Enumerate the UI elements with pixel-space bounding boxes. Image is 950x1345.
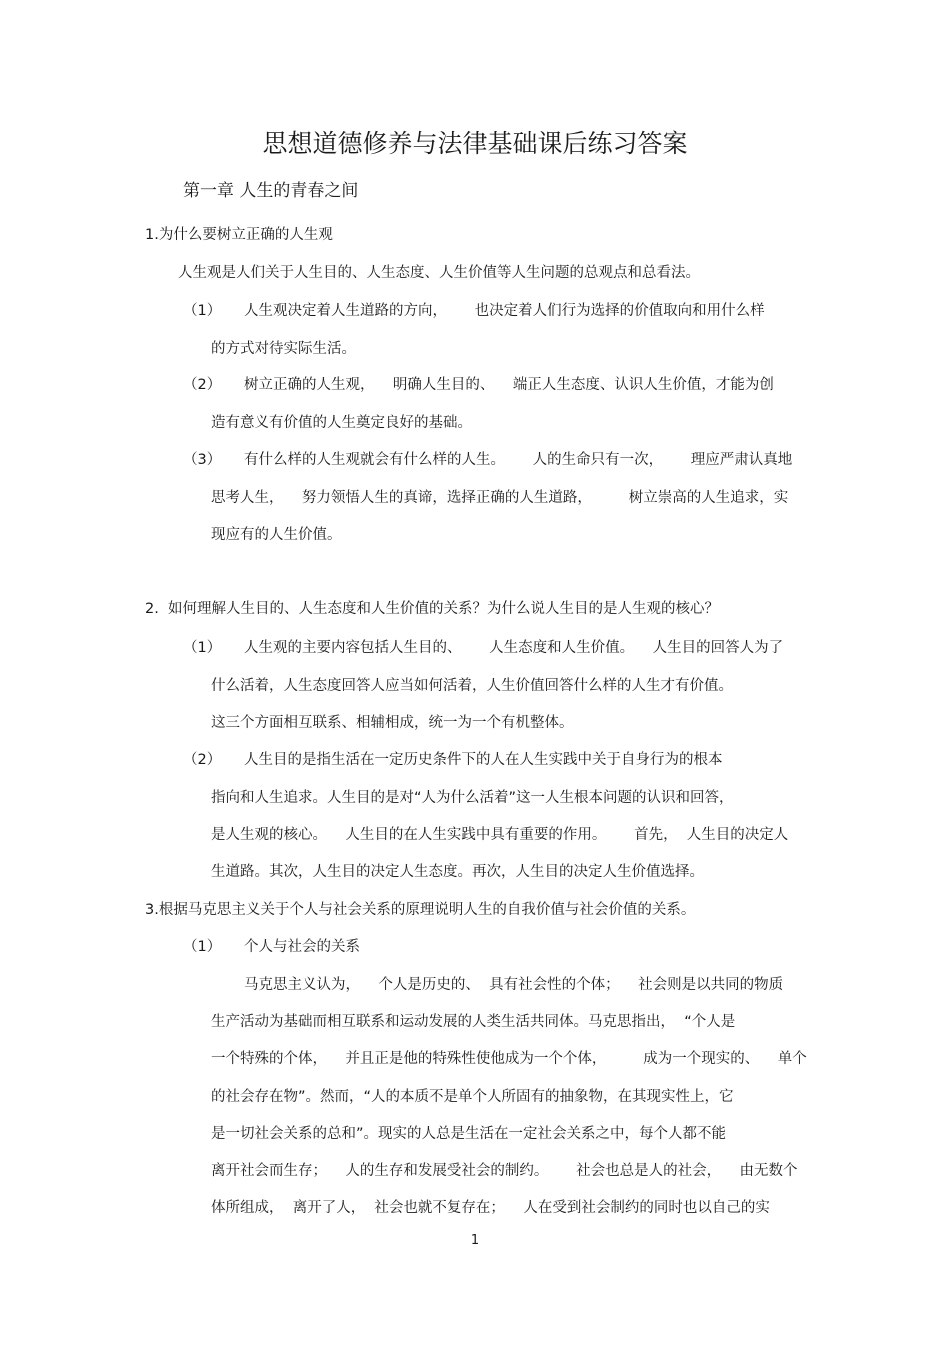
q3-item-1-line-6: 离开社会而生存； 人的生存和发展受社会的制约。 社会也总是人的社会， 由无数个: [211, 1163, 798, 1179]
document-title: 思想道德修养与法律基础课后练习答案: [262, 129, 688, 158]
question-2: 2. 如何理解人生目的、人生态度和人生价值的关系？为什么说人生目的是人生观的核心？: [145, 601, 720, 617]
q2-item-1-line-3: 这三个方面相互联系、相辅相成，统一为一个有机整体。: [211, 715, 574, 731]
q1-item-2-line-1: 树立正确的人生观， 明确人生目的、 端正人生态度、认识人生价值，才能为创: [244, 377, 774, 393]
q1-item-3-number: （3）: [183, 452, 222, 468]
q1-item-1-line-1: 人生观决定着人生道路的方向， 也决定着人们行为选择的价值取向和用什么样: [244, 303, 765, 319]
q2-item-2-line-4: 生道路。其次，人生目的决定人生态度。再次，人生目的决定人生价值选择。: [211, 864, 704, 880]
q3-item-1-heading: 个人与社会的关系: [244, 939, 360, 955]
q1-item-3-line-2: 思考人生， 努力领悟人生的真谛，选择正确的人生道路， 树立崇高的人生追求，实: [211, 490, 789, 506]
q3-item-1-line-2: 生产活动为基础而相互联系和运动发展的人类生活共同体。马克思指出， “个人是: [211, 1014, 736, 1030]
q3-item-1-line-1: 马克思主义认为， 个人是历史的、 具有社会性的个体； 社会则是以共同的物质: [244, 977, 784, 993]
question-1: 1.为什么要树立正确的人生观: [145, 227, 333, 243]
q1-item-1-line-2: 的方式对待实际生活。: [211, 341, 356, 357]
q1-item-3-line-1: 有什么样的人生观就会有什么样的人生。 人的生命只有一次， 理应严肃认真地: [244, 452, 793, 468]
q2-item-1-line-2: 什么活着，人生态度回答人应当如何活着，人生价值回答什么样的人生才有价值。: [211, 678, 733, 694]
q2-item-2-line-1: 人生目的是指生活在一定历史条件下的人在人生实践中关于自身行为的根本: [244, 752, 723, 768]
q2-item-2-number: （2）: [183, 752, 222, 768]
q2-item-1-line-1: 人生观的主要内容包括人生目的、 人生态度和人生价值。 人生目的回答人为了: [244, 640, 784, 656]
q2-item-2-line-3: 是人生观的核心。 人生目的在人生实践中具有重要的作用。 首先， 人生目的决定人: [211, 827, 789, 843]
q3-item-1-line-5: 是一切社会关系的总和”。现实的人总是生活在一定社会关系之中，每个人都不能: [211, 1126, 727, 1142]
q3-item-1-number: （1）: [183, 939, 222, 955]
q3-item-1-line-3: 一个特殊的个体， 并且正是他的特殊性使他成为一个个体， 成为一个现实的、 单个: [211, 1051, 807, 1067]
page-number: 1: [470, 1233, 480, 1248]
q3-item-1-line-4: 的社会存在物”。然而，“人的本质不是单个人所固有的抽象物，在其现实性上，它: [211, 1089, 734, 1105]
q1-item-3-line-3: 现应有的人生价值。: [211, 527, 342, 543]
q1-item-1-number: （1）: [183, 303, 222, 319]
q1-item-2-line-2: 造有意义有价值的人生奠定良好的基础。: [211, 415, 472, 431]
q1-intro: 人生观是人们关于人生目的、人生态度、人生价值等人生问题的总观点和总看法。: [178, 265, 700, 281]
q3-item-1-line-7: 体所组成， 离开了人， 社会也就不复存在； 人在受到社会制约的同时也以自己的实: [211, 1200, 770, 1216]
q2-item-1-number: （1）: [183, 640, 222, 656]
chapter-heading: 第一章 人生的青春之间: [183, 181, 359, 201]
question-3: 3.根据马克思主义关于个人与社会关系的原理说明人生的自我价值与社会价值的关系。: [145, 902, 696, 918]
q2-item-2-line-2: 指向和人生追求。人生目的是对“人为什么活着”这一人生根本问题的认识和回答，: [211, 790, 734, 806]
q1-item-2-number: （2）: [183, 377, 222, 393]
